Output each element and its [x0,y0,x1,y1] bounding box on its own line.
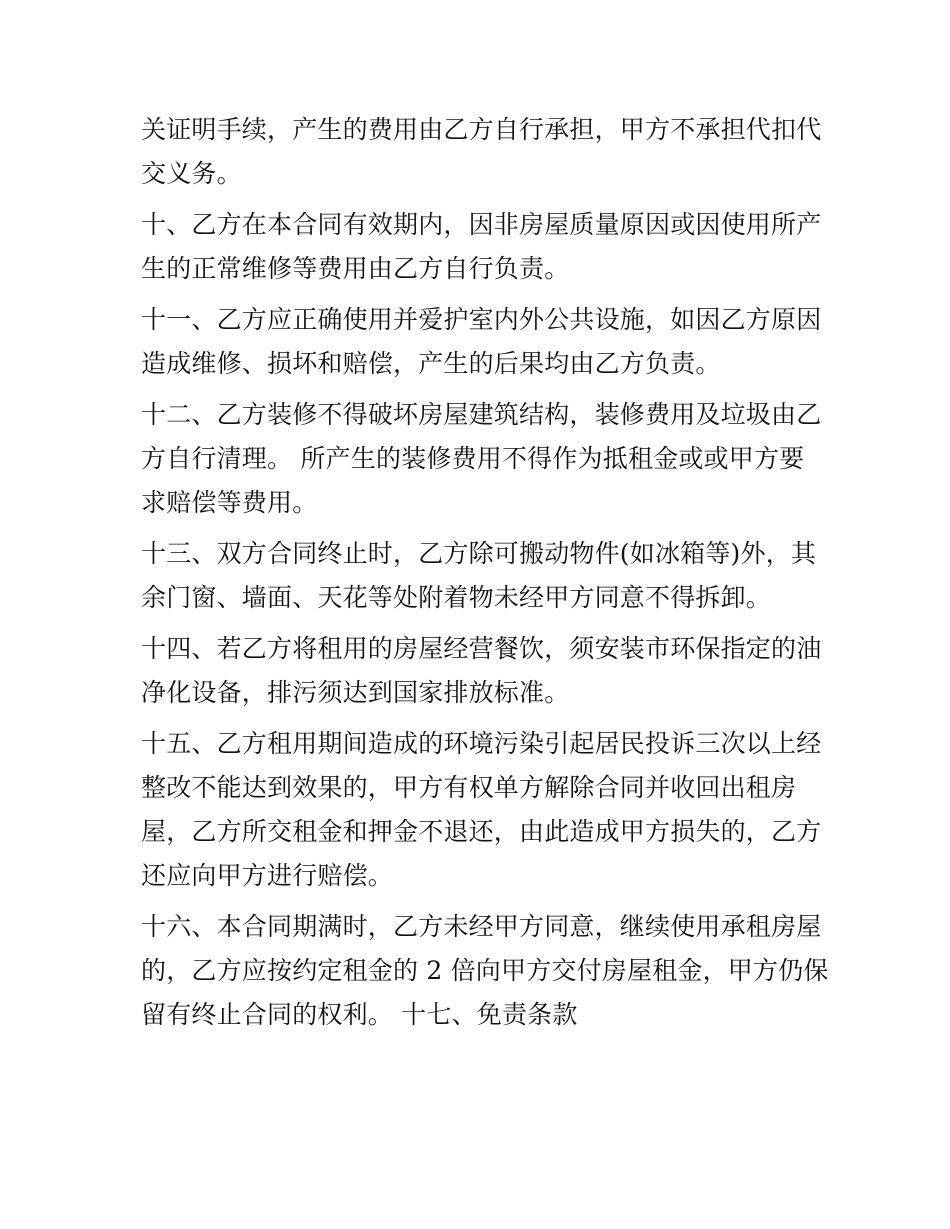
text-line: 屋，乙方所交租金和押金不退还，由此造成甲方损失的，乙方 [141,817,822,846]
text-line: 十三、双方合同终止时，乙方除可搬动物件(如冰箱等)外，其 [141,539,817,568]
paragraph-continuation [141,108,821,196]
text-line: 十二、乙方装修不得破坏房屋建筑结构，装修费用及垃圾由乙 [141,400,822,429]
clause-12 [141,393,821,525]
text-line: 净化设备，排污须达到国家排放标准。 [141,678,570,707]
text-line: 关证明手续，产生的费用由乙方自行承担，甲方不承担代扣代 [141,115,822,144]
text-line: 十一、乙方应正确使用并爱护室内外公共设施，如因乙方原因 [141,305,822,334]
clause-16 [141,905,829,1037]
text-line: 余门窗、墙面、天花等处附着物未经甲方同意不得拆卸。 [141,583,772,612]
text-line: 还应向甲方进行赔偿。 [141,861,394,890]
clause-11 [141,298,821,386]
document-body [141,108,829,1044]
text-line: 求赔偿等费用。 [141,488,318,517]
text-line: 生的正常维修等费用由乙方自行负责。 [141,254,570,283]
text-line: 留有终止合同的权利。 十七、免责条款 [141,1000,578,1029]
text-line: 造成维修、损坏和赔偿，产生的后果均由乙方负责。 [141,349,721,378]
text-line: 交义务。 [141,159,242,188]
text-line: 十六、本合同期满时，乙方未经甲方同意，继续使用承租房屋 [141,912,822,941]
text-line: 方自行清理。 所产生的装修费用不得作为抵租金或或甲方要 [141,444,805,473]
clause-15 [141,722,821,898]
clause-14 [141,627,821,715]
text-line: 十五、乙方租用期间造成的环境污染引起居民投诉三次以上经 [141,729,822,758]
text-line: 整改不能达到效果的，甲方有权单方解除合同并收回出租房 [141,773,797,802]
clause-13 [141,532,821,620]
text-line: 十、乙方在本合同有效期内，因非房屋质量原因或因使用所产 [141,210,822,239]
text-line: 的，乙方应按约定租金的 2 倍向甲方交付房屋租金，甲方仍保 [141,956,829,985]
text-line: 十四、若乙方将租用的房屋经营餐饮，须安装市环保指定的油 [141,634,822,663]
clause-10 [141,203,821,291]
